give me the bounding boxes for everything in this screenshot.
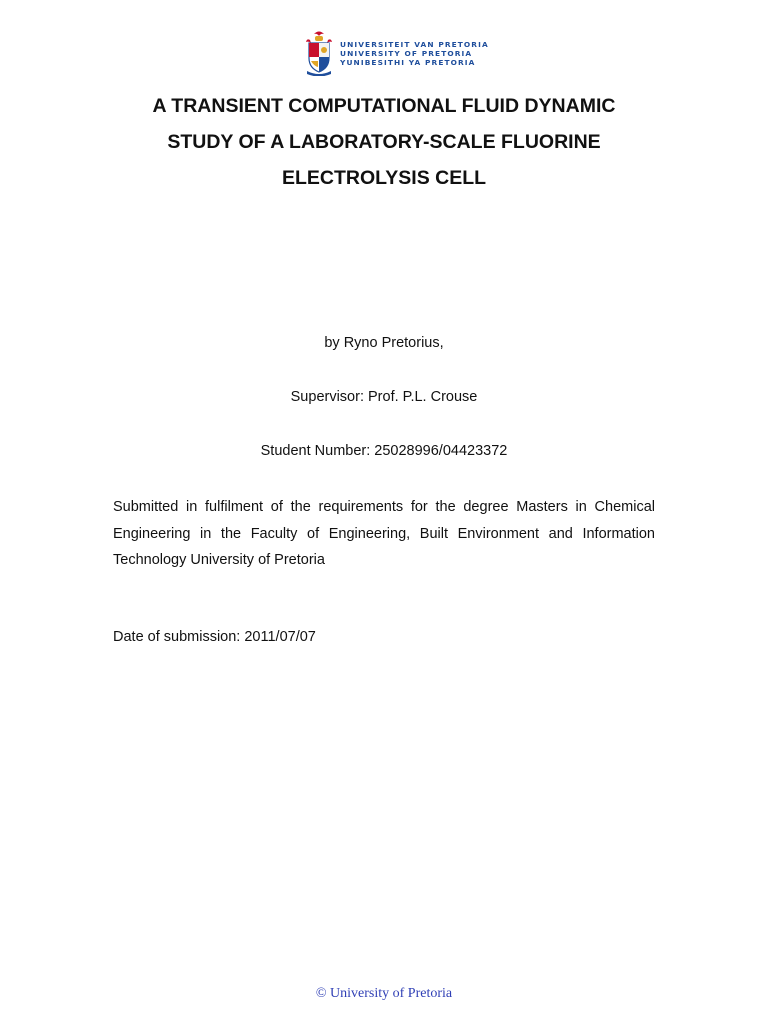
university-name-english: UNIVERSITY OF PRETORIA — [340, 48, 473, 58]
author-line: by Ryno Pretorius, — [324, 335, 444, 351]
university-name-block — [340, 40, 489, 67]
submission-statement: Submitted in fulfilment of the requirements for the degree Masters in Chemical Engineering in the Faculty of Engineering, Built Environment and Information Technology University of Pretoria — [113, 499, 655, 568]
university-crest-icon — [304, 30, 334, 76]
thesis-title-line-2: STUDY OF A LABORATORY-SCALE FLUORINE — [167, 131, 601, 153]
university-logo — [304, 30, 489, 76]
copyright-footer: © University of Pretoria — [315, 986, 453, 1001]
university-name-afrikaans: UNIVERSITEIT VAN PRETORIA — [340, 39, 489, 49]
thesis-title — [0, 88, 768, 196]
student-number-line: Student Number: 25028996/04423372 — [260, 443, 508, 459]
submission-date: Date of submission: 2011/07/07 — [113, 629, 316, 645]
supervisor-line: Supervisor: Prof. P.L. Crouse — [290, 389, 478, 405]
university-name-sepedi: YUNIBESITHI YA PRETORIA — [340, 57, 476, 67]
thesis-title-line-1: A TRANSIENT COMPUTATIONAL FLUID DYNAMIC — [152, 95, 616, 117]
thesis-title-line-3: ELECTROLYSIS CELL — [281, 167, 487, 189]
